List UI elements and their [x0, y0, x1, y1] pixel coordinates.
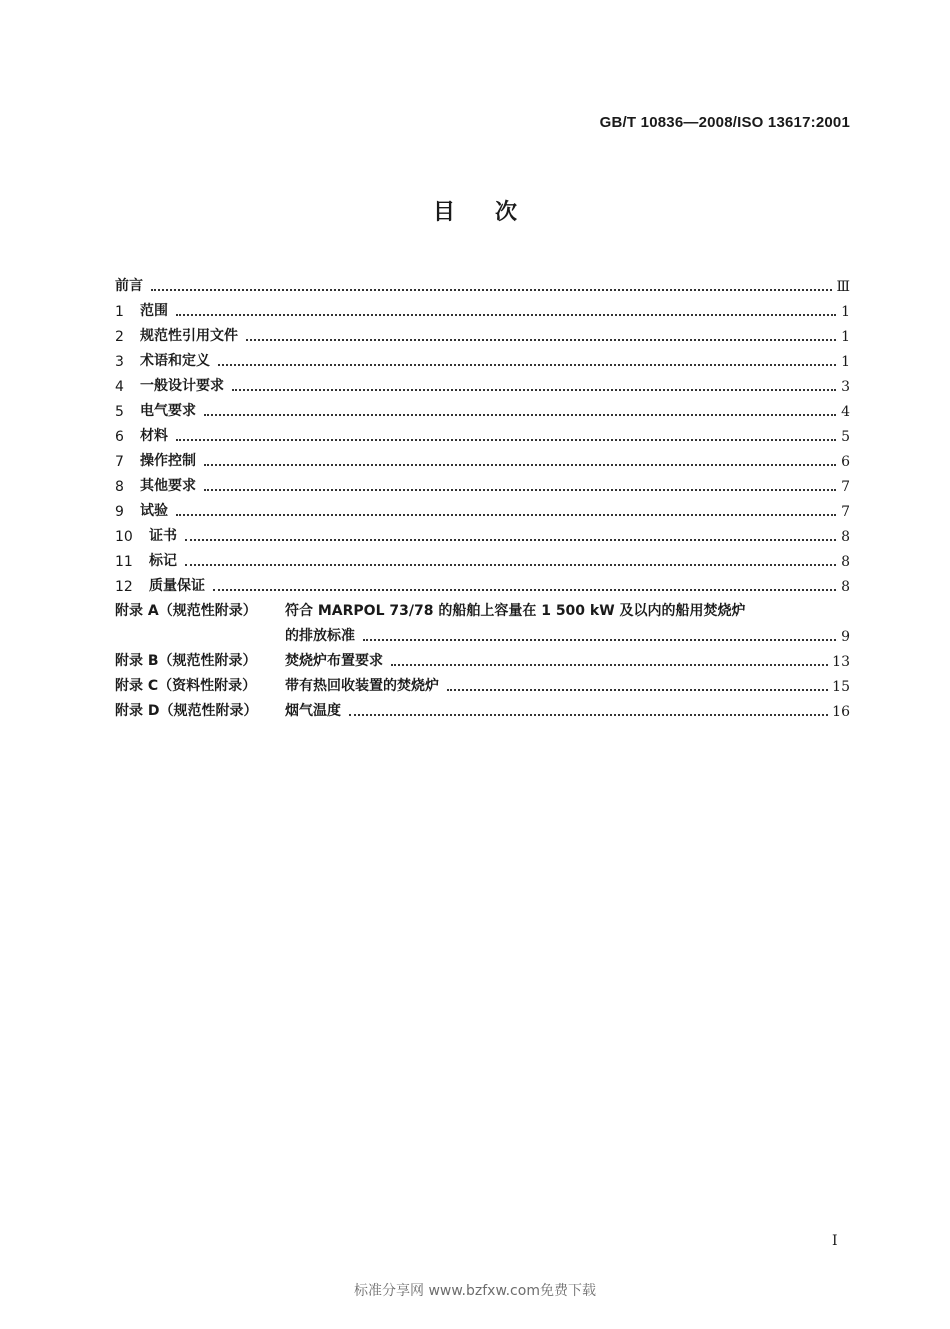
dot-leader: [176, 314, 836, 316]
dot-leader: [218, 364, 836, 366]
toc-page-number: 4: [841, 404, 850, 420]
toc-page-number: 3: [841, 379, 850, 395]
dot-leader: [246, 339, 836, 341]
toc-number: 9: [115, 504, 124, 520]
toc-number: 2: [115, 329, 124, 345]
toc-entry-annex-a[interactable]: [115, 595, 850, 620]
toc-label: 规范性引用文件: [140, 328, 238, 344]
page-folio: I: [832, 1233, 838, 1249]
toc-page-number: 7: [841, 504, 850, 520]
annex-prefix: 附录 B（规范性附录）: [115, 653, 257, 669]
toc-entry-10[interactable]: [115, 520, 850, 545]
toc-entry-foreword[interactable]: [115, 270, 850, 295]
toc-page-number: 1: [841, 329, 850, 345]
toc-page-number: 8: [841, 579, 850, 595]
dot-leader: [204, 489, 836, 491]
page-title: 目次: [432, 200, 557, 225]
toc-number: 11: [115, 554, 133, 570]
toc-entry-annex-c[interactable]: [115, 670, 850, 695]
dot-leader: [232, 389, 836, 391]
dot-leader: [363, 639, 836, 641]
dot-leader: [185, 539, 836, 541]
toc-number: 3: [115, 354, 124, 370]
toc-page-number: Ⅲ: [836, 279, 850, 295]
toc-entry-11[interactable]: [115, 545, 850, 570]
toc-entry-7[interactable]: [115, 445, 850, 470]
toc-number: 5: [115, 404, 124, 420]
dot-leader: [185, 564, 836, 566]
toc-number: 7: [115, 454, 124, 470]
annex-title: 烟气温度: [285, 703, 341, 719]
toc-entry-6[interactable]: [115, 420, 850, 445]
toc-entry-annex-a-cont[interactable]: [115, 620, 850, 645]
dot-leader: [391, 664, 828, 666]
dot-leader: [204, 464, 836, 466]
toc-page-number: 5: [841, 429, 850, 445]
toc-number: 8: [115, 479, 124, 495]
dot-leader: [176, 439, 836, 441]
toc-label: 电气要求: [140, 403, 196, 419]
dot-leader: [176, 514, 836, 516]
watermark-text: 标准分享网 www.bzfxw.com免费下载: [354, 1283, 596, 1299]
annex-prefix: 附录 A（规范性附录）: [115, 603, 257, 619]
dot-leader: [213, 589, 836, 591]
toc-entry-4[interactable]: [115, 370, 850, 395]
toc-page-number: 13: [832, 654, 850, 670]
toc-label: 一般设计要求: [140, 378, 224, 394]
dot-leader: [447, 689, 828, 691]
toc-entry-5[interactable]: [115, 395, 850, 420]
toc-entry-2[interactable]: [115, 320, 850, 345]
toc-page-number: 15: [832, 679, 850, 695]
toc-page-number: 7: [841, 479, 850, 495]
toc-label: 证书: [149, 528, 177, 544]
toc-number: 12: [115, 579, 133, 595]
toc-entry-annex-d[interactable]: [115, 695, 850, 720]
annex-prefix: 附录 D（规范性附录）: [115, 703, 258, 719]
toc-label: 标记: [149, 553, 177, 569]
toc-entry-annex-b[interactable]: [115, 645, 850, 670]
toc-entry-9[interactable]: [115, 495, 850, 520]
toc-label: 其他要求: [140, 478, 196, 494]
toc-label: 前言: [115, 278, 143, 294]
toc-label: 质量保证: [149, 578, 205, 594]
annex-title: 带有热回收装置的焚烧炉: [285, 678, 439, 694]
toc-number: 1: [115, 304, 124, 320]
toc-page-number: 16: [832, 704, 850, 720]
toc-label: 材料: [140, 428, 168, 444]
dot-leader: [204, 414, 836, 416]
dot-leader: [151, 289, 832, 291]
table-of-contents: [115, 270, 850, 720]
annex-title: 焚烧炉布置要求: [285, 653, 383, 669]
toc-page-number: 9: [841, 629, 850, 645]
standard-code: GB/T 10836—2008/ISO 13617:2001: [599, 114, 850, 131]
toc-entry-8[interactable]: [115, 470, 850, 495]
toc-page-number: 8: [841, 554, 850, 570]
dot-leader: [349, 714, 828, 716]
toc-label: 范围: [140, 303, 168, 319]
annex-title-line1: 符合 MARPOL 73/78 的船舶上容量在 1 500 kW 及以内的船用焚烧炉: [285, 603, 746, 619]
toc-page-number: 6: [841, 454, 850, 470]
toc-page-number: 1: [841, 354, 850, 370]
toc-entry-1[interactable]: [115, 295, 850, 320]
toc-entry-12[interactable]: [115, 570, 850, 595]
toc-number: 6: [115, 429, 124, 445]
toc-number: 4: [115, 379, 124, 395]
annex-title-line2: 的排放标准: [285, 628, 355, 644]
toc-page-number: 8: [841, 529, 850, 545]
toc-label: 术语和定义: [140, 353, 210, 369]
toc-page-number: 1: [841, 304, 850, 320]
toc-label: 试验: [140, 503, 168, 519]
annex-prefix: 附录 C（资料性附录）: [115, 678, 257, 694]
toc-label: 操作控制: [140, 453, 196, 469]
toc-number: 10: [115, 529, 133, 545]
toc-entry-3[interactable]: [115, 345, 850, 370]
